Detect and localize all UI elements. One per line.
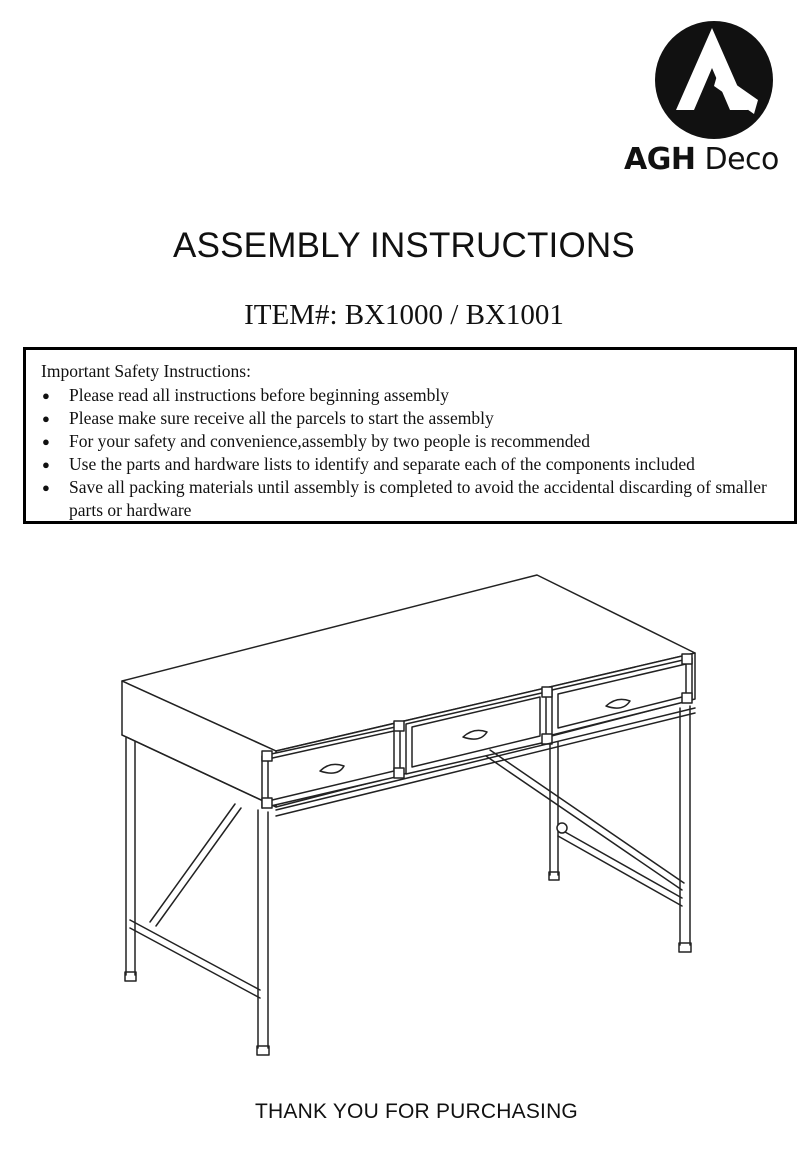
safety-instructions-box [23, 347, 797, 524]
safety-heading: Important Safety Instructions: [41, 361, 251, 381]
desk-illustration-icon [110, 560, 710, 1065]
item-number: ITEM#: BX1000 / BX1001 [244, 299, 564, 331]
back-leg-center [549, 742, 559, 880]
safety-item-read-instructions: ● Please read all instructions before beginning assembly [41, 384, 780, 407]
front-leg-left [257, 810, 269, 1055]
safety-item-packing-materials: ● Save all packing materials until assembly is completed to avoid the accidental discarding of smaller parts or hardware [41, 476, 780, 522]
safety-item-two-people: ● For your safety and convenience,assembly by two people is recommended [41, 430, 780, 453]
safety-item-parts-lists: ● Use the parts and hardware lists to identify and separate each of the components included [41, 453, 780, 476]
side-stretcher-right [486, 750, 684, 906]
brand-name-bold: AGH [624, 142, 696, 177]
page-title: ASSEMBLY INSTRUCTIONS [173, 226, 635, 265]
back-leg-left [125, 738, 136, 981]
front-leg-right [679, 706, 691, 952]
brand-name-regular: Deco [704, 142, 779, 177]
thank-you-message: THANK YOU FOR PURCHASING [255, 1100, 578, 1123]
brand-name [624, 142, 780, 178]
safety-item-receive-parcels: ● Please make sure receive all the parcels to start the assembly [41, 407, 780, 430]
brand-logo [620, 20, 780, 185]
agh-deco-logo-icon [654, 20, 774, 140]
side-stretcher-left [130, 804, 260, 998]
safety-list [41, 384, 780, 522]
